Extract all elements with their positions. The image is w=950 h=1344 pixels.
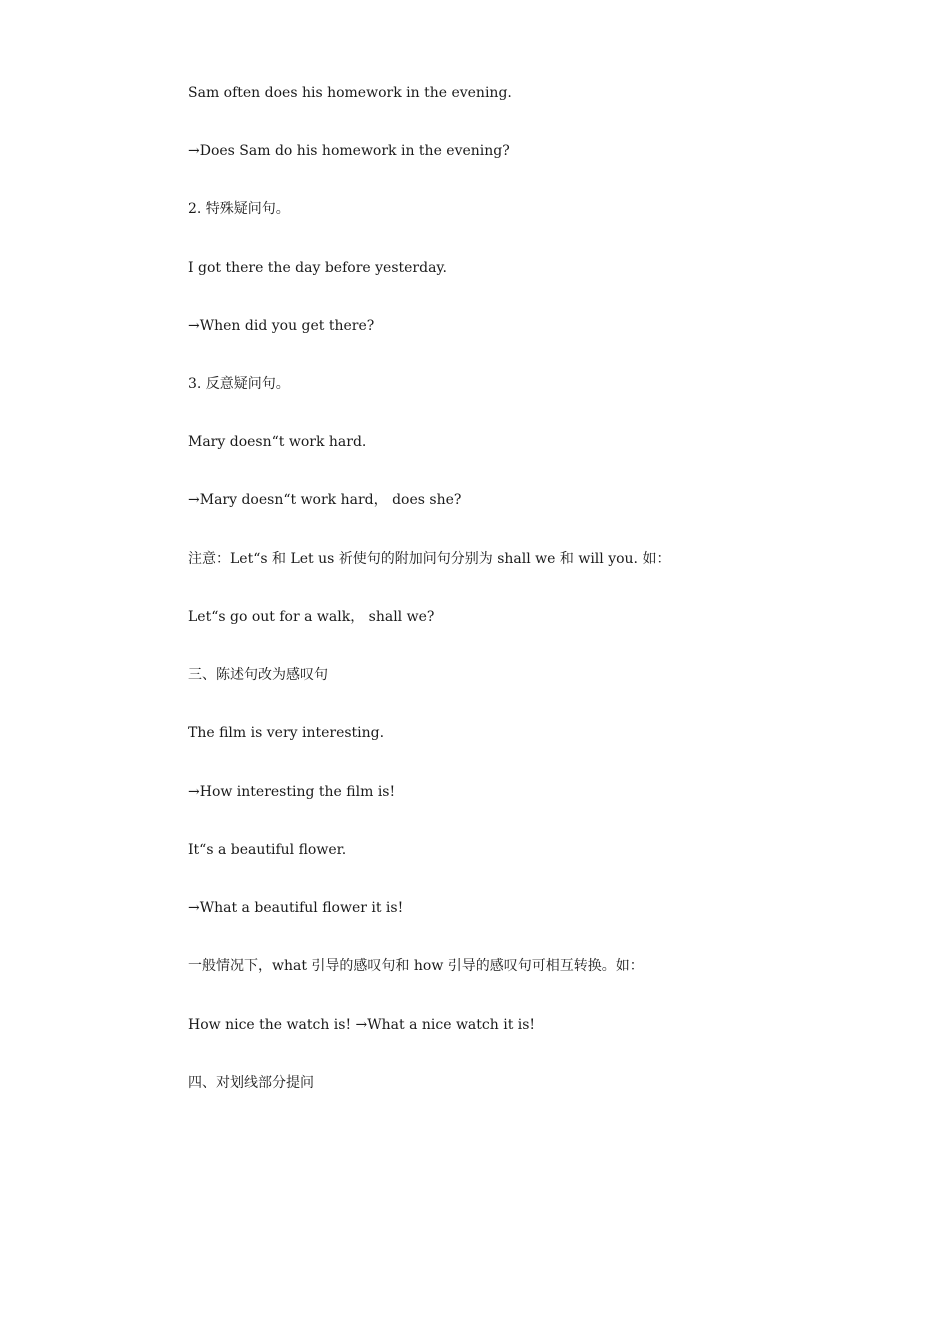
section-heading: 四、对划线部分提问 — [188, 1075, 314, 1091]
transformed-sentence: →Does Sam do his homework in the evening? — [188, 143, 510, 159]
note-paragraph: 一般情况下，what 引导的感叹句和 how 引导的感叹句可相互转换。如： — [188, 958, 644, 974]
transformed-sentence: →When did you get there? — [188, 318, 375, 334]
subsection-heading: 2. 特殊疑问句。 — [188, 201, 290, 217]
transformed-sentence: →How interesting the film is! — [188, 784, 396, 800]
example-sentence: It“s a beautiful flower. — [188, 842, 347, 858]
example-sentence: How nice the watch is! →What a nice watch it is! — [188, 1017, 536, 1033]
section-heading: 三、陈述句改为感叹句 — [188, 667, 328, 683]
note-paragraph: 注意：Let“s 和 Let us 祈使句的附加问句分别为 shall we 和 will you. 如： — [188, 551, 671, 567]
example-sentence: I got there the day before yesterday. — [188, 260, 447, 276]
example-sentence: Sam often does his homework in the evening. — [188, 85, 512, 101]
transformed-sentence: →What a beautiful flower it is! — [188, 900, 404, 916]
example-sentence: Mary doesn“t work hard. — [188, 434, 367, 450]
example-sentence: The film is very interesting. — [188, 725, 385, 741]
subsection-heading: 3. 反意疑问句。 — [188, 376, 290, 392]
transformed-sentence: →Mary doesn“t work hard， does she? — [188, 492, 462, 508]
example-sentence: Let“s go out for a walk， shall we? — [188, 609, 435, 625]
